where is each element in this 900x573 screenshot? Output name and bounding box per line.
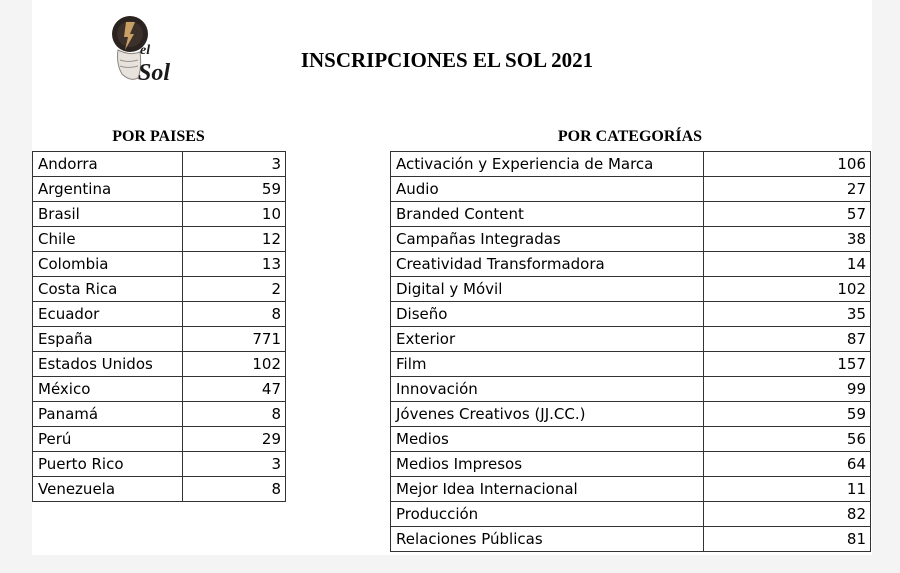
row-value: 8 <box>182 477 285 502</box>
row-value: 47 <box>182 377 285 402</box>
countries-heading: POR PAISES <box>112 128 205 145</box>
row-label: Audio <box>391 177 704 202</box>
table-row <box>391 527 871 552</box>
row-value: 38 <box>703 227 870 252</box>
row-value: 102 <box>703 277 870 302</box>
row-label: Argentina <box>33 177 183 202</box>
logo-text-sol: Sol <box>138 60 171 86</box>
row-value: 2 <box>182 277 285 302</box>
row-label: Estados Unidos <box>33 352 183 377</box>
row-value: 57 <box>703 202 870 227</box>
row-value: 11 <box>703 477 870 502</box>
table-row <box>391 477 871 502</box>
row-label: Colombia <box>33 252 183 277</box>
row-label: España <box>33 327 183 352</box>
table-row <box>33 327 286 352</box>
row-value: 12 <box>182 227 285 252</box>
row-value: 81 <box>703 527 870 552</box>
table-row <box>33 427 286 452</box>
row-value: 29 <box>182 427 285 452</box>
table-row <box>391 377 871 402</box>
row-value: 14 <box>703 252 870 277</box>
table-row <box>391 177 871 202</box>
table-row <box>391 402 871 427</box>
page-title <box>0 48 900 73</box>
table-row <box>391 202 871 227</box>
row-label: Perú <box>33 427 183 452</box>
table-row <box>33 377 286 402</box>
row-label: Producción <box>391 502 704 527</box>
row-label: Andorra <box>33 152 183 177</box>
row-label: Activación y Experiencia de Marca <box>391 152 704 177</box>
table-row <box>391 327 871 352</box>
row-label: Creatividad Transformadora <box>391 252 704 277</box>
row-label: Exterior <box>391 327 704 352</box>
row-value: 59 <box>182 177 285 202</box>
table-row <box>33 352 286 377</box>
row-label: Campañas Integradas <box>391 227 704 252</box>
categories-table <box>390 151 871 552</box>
table-row <box>33 177 286 202</box>
row-value: 13 <box>182 252 285 277</box>
row-label: Puerto Rico <box>33 452 183 477</box>
row-value: 3 <box>182 152 285 177</box>
table-row <box>33 252 286 277</box>
row-label: Venezuela <box>33 477 183 502</box>
row-value: 56 <box>703 427 870 452</box>
row-value: 10 <box>182 202 285 227</box>
table-row <box>33 152 286 177</box>
table-row <box>391 152 871 177</box>
table-row <box>391 502 871 527</box>
table-row <box>33 452 286 477</box>
row-value: 27 <box>703 177 870 202</box>
row-value: 8 <box>182 302 285 327</box>
countries-table <box>32 151 286 502</box>
table-row <box>391 277 871 302</box>
row-label: Medios <box>391 427 704 452</box>
row-value: 64 <box>703 452 870 477</box>
row-value: 3 <box>182 452 285 477</box>
row-value: 106 <box>703 152 870 177</box>
row-label: Diseño <box>391 302 704 327</box>
row-label: Chile <box>33 227 183 252</box>
table-row <box>33 202 286 227</box>
row-label: Digital y Móvil <box>391 277 704 302</box>
page-title-text: INSCRIPCIONES EL SOL 2021 <box>300 48 594 72</box>
row-value: 157 <box>703 352 870 377</box>
table-row <box>391 427 871 452</box>
table-row <box>33 277 286 302</box>
row-label: Ecuador <box>33 302 183 327</box>
row-label: Brasil <box>33 202 183 227</box>
row-label: Mejor Idea Internacional <box>391 477 704 502</box>
row-value: 102 <box>182 352 285 377</box>
row-value: 87 <box>703 327 870 352</box>
row-value: 59 <box>703 402 870 427</box>
categories-heading: POR CATEGORÍAS <box>557 128 703 145</box>
table-row <box>33 302 286 327</box>
row-label: Innovación <box>391 377 704 402</box>
row-label: Film <box>391 352 704 377</box>
row-label: Jóvenes Creativos (JJ.CC.) <box>391 402 704 427</box>
logo-text-el: el <box>140 43 151 58</box>
table-row <box>33 402 286 427</box>
table-row <box>33 227 286 252</box>
table-row <box>391 352 871 377</box>
row-label: Panamá <box>33 402 183 427</box>
row-value: 82 <box>703 502 870 527</box>
row-label: Medios Impresos <box>391 452 704 477</box>
row-value: 99 <box>703 377 870 402</box>
table-row <box>391 302 871 327</box>
table-row <box>391 252 871 277</box>
row-label: México <box>33 377 183 402</box>
row-value: 8 <box>182 402 285 427</box>
table-row <box>391 227 871 252</box>
row-label: Relaciones Públicas <box>391 527 704 552</box>
table-row <box>33 477 286 502</box>
row-label: Costa Rica <box>33 277 183 302</box>
row-label: Branded Content <box>391 202 704 227</box>
row-value: 771 <box>182 327 285 352</box>
table-row <box>391 452 871 477</box>
row-value: 35 <box>703 302 870 327</box>
